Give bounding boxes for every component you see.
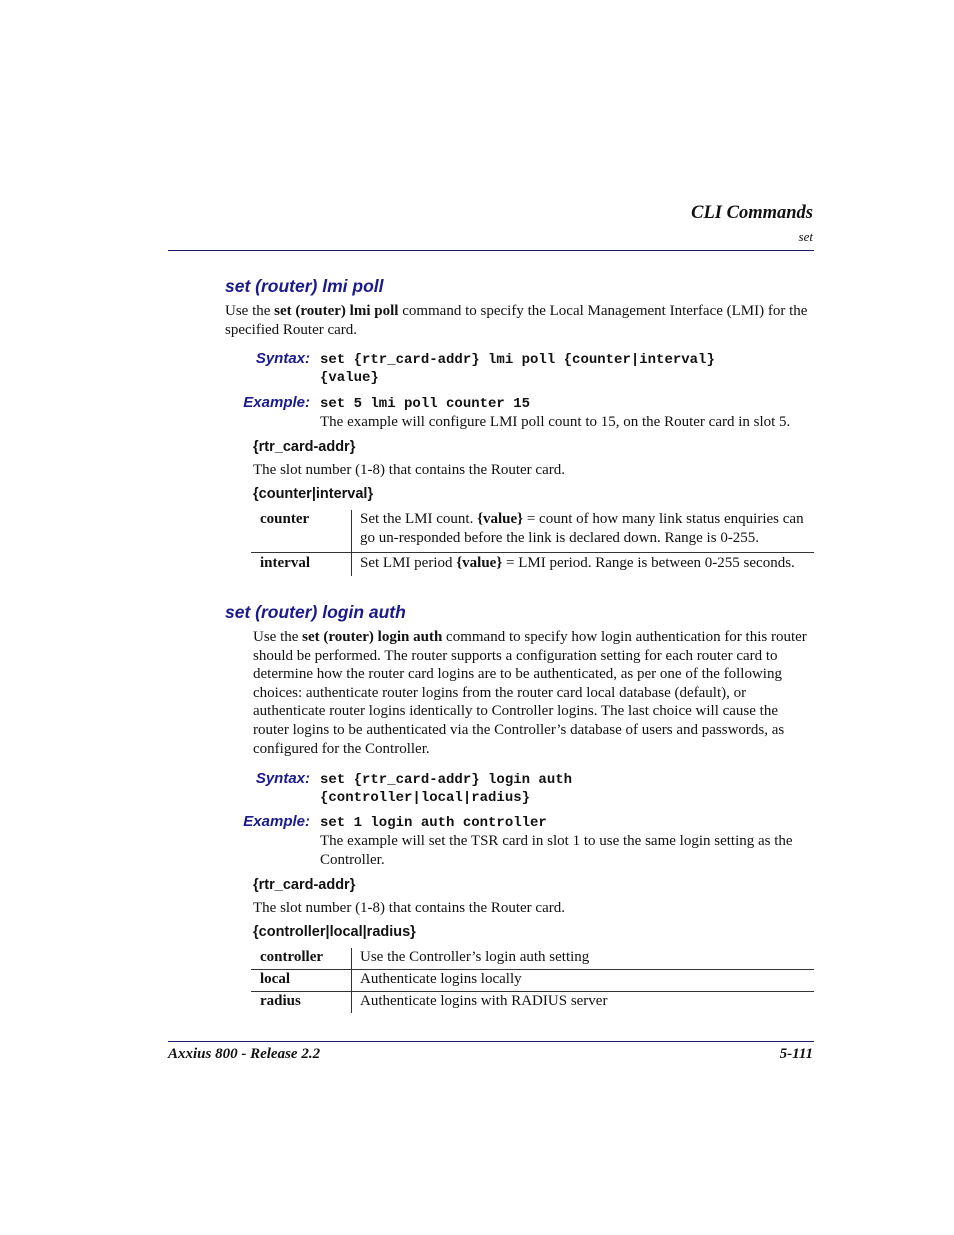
example-description: The example will set the TSR card in slot 1 to use the same login setting as the Controller.	[320, 833, 793, 868]
example-code: set 5 lmi poll counter 15	[320, 396, 531, 412]
table-row	[251, 970, 814, 992]
param-heading-rtr-card-addr: {rtr_card-addr}	[253, 877, 356, 893]
table-row	[251, 553, 814, 577]
running-header-subtitle: set	[798, 229, 813, 244]
example-label: Example:	[243, 394, 310, 411]
example-code: set 1 login auth controller	[320, 815, 547, 831]
param-value: Use the Controller’s login auth setting	[360, 949, 590, 965]
header-rule	[168, 250, 814, 251]
param-heading-counter-interval: {counter|interval}	[253, 486, 374, 502]
param-value: Authenticate logins with RADIUS server	[352, 992, 815, 1014]
table-row	[251, 992, 814, 1014]
example-label: Example:	[243, 813, 310, 830]
footer-product: Axxius 800 - Release 2.2	[168, 1046, 321, 1062]
syntax-label: Syntax:	[255, 350, 310, 367]
param-table-controller-local-radius	[251, 948, 814, 1013]
param-description: The slot number (1-8) that contains the Router card.	[253, 900, 565, 916]
param-key: radius	[251, 992, 352, 1014]
command-name: set (router) lmi poll	[274, 303, 399, 319]
param-value: Set LMI period {value} = LMI period. Range is between 0-255 seconds.	[352, 553, 815, 577]
example-description: The example will configure LMI poll count to 15, on the Router card in slot 5.	[320, 414, 791, 430]
section-title-login-auth: set (router) login auth	[225, 602, 406, 622]
param-key: local	[251, 970, 352, 992]
running-header-title: CLI Commands	[691, 203, 813, 223]
command-name: set (router) login auth	[302, 629, 443, 645]
section-intro-lmi-poll: Use the set (router) lmi poll command to specify the Local Management Interface (LMI) for the specified Router card.	[225, 303, 808, 338]
param-key: interval	[251, 553, 352, 577]
syntax-label: Syntax:	[255, 770, 310, 787]
section-title-lmi-poll: set (router) lmi poll	[225, 276, 384, 296]
param-heading-rtr-card-addr: {rtr_card-addr}	[253, 439, 356, 455]
param-value: Authenticate logins locally	[352, 970, 815, 992]
syntax-code: set {rtr_card-addr} lmi poll {counter|interval} {value}	[320, 352, 715, 386]
param-table-counter-interval	[251, 510, 814, 576]
table-row	[251, 510, 814, 553]
section-intro-login-auth: Use the set (router) login auth command to specify how login authentication for this router should be performed. The router supports a configuration setting for each router card to determine how the router card logins are to be authenticated, as per one of the following choices: authenticate router logins from the router card local database (default), or authenticate router logins identically to Controller logins. The last choice will cause the router logins to be authenticated via the Controller’s database of users and passwords, as configured for the Controller.	[253, 629, 807, 757]
param-key: controller	[251, 948, 352, 970]
syntax-code: set {rtr_card-addr} login auth {controller|local|radius}	[320, 772, 573, 806]
page-number: 5-111	[779, 1046, 813, 1062]
param-key: counter	[251, 510, 352, 553]
param-value: Set the LMI count. {value} = count of how many link status enquiries can go un-responded before the link is declared down. Range is 0-255.	[360, 511, 804, 546]
footer-rule	[168, 1041, 814, 1042]
param-heading-controller-local-radius: {controller|local|radius}	[253, 924, 416, 940]
param-description: The slot number (1-8) that contains the Router card.	[253, 462, 565, 478]
table-row	[251, 948, 814, 970]
